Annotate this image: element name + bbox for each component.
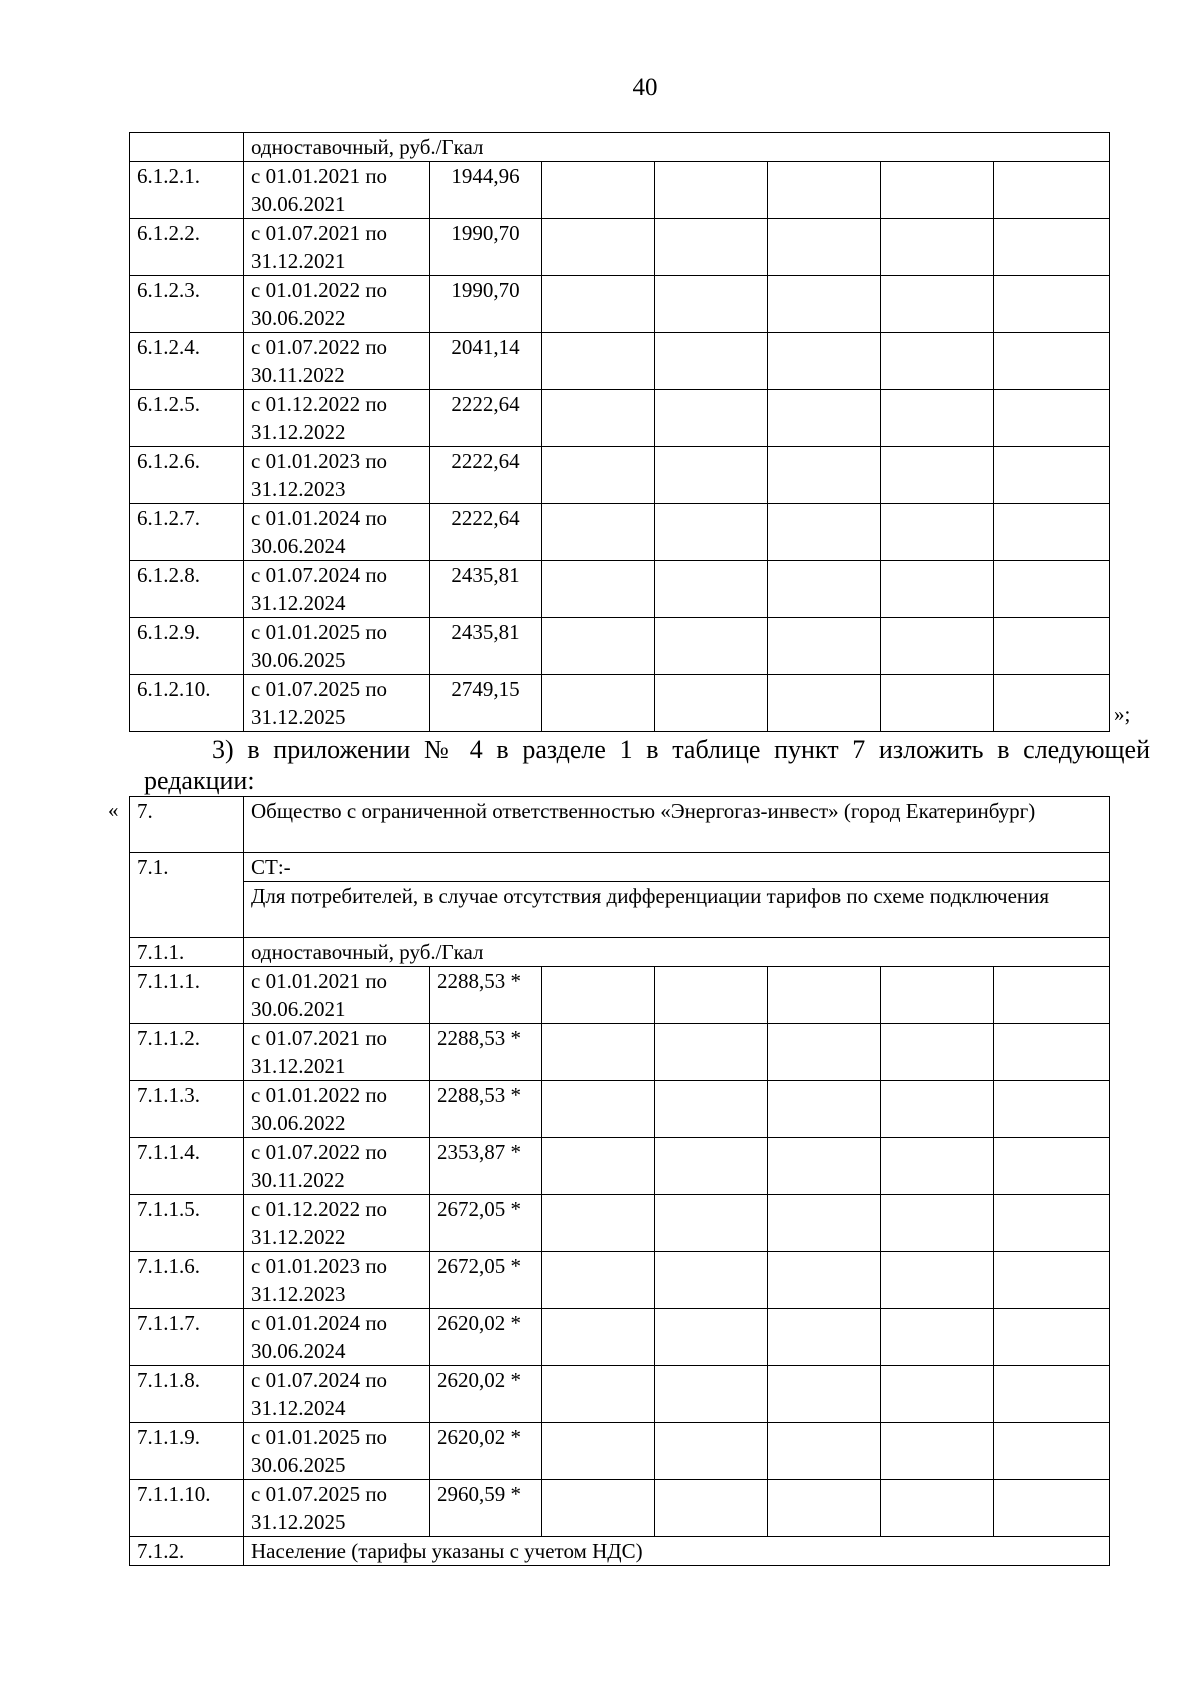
empty-cell [768,219,881,276]
empty-cell [768,333,881,390]
paragraph-line-2: редакции: [144,766,255,795]
empty-cell [994,1138,1110,1195]
table-row [130,967,1110,1024]
empty-cell [994,1480,1110,1537]
empty-cell [768,504,881,561]
tariff-value: 2222,64 [430,447,542,504]
closing-quote: »; [1114,702,1131,726]
table-row [130,504,1110,561]
rate-type-label: одноставочный, руб./Гкал [244,938,1110,967]
empty-cell [655,967,768,1024]
empty-cell [881,1024,994,1081]
empty-cell [542,1366,655,1423]
table-row [130,390,1110,447]
empty-cell [994,1366,1110,1423]
empty-cell [881,504,994,561]
empty-cell [768,1138,881,1195]
empty-cell [655,618,768,675]
empty-cell [655,390,768,447]
empty-cell [655,1423,768,1480]
table-row [130,447,1110,504]
tariff-value: 2288,53 * [430,1024,542,1081]
empty-cell [881,1252,994,1309]
row-number: 6.1.2.1. [130,162,244,219]
empty-cell [542,504,655,561]
period-cell: с 01.01.2022 по 30.06.2022 [244,276,430,333]
empty-cell [994,162,1110,219]
period-cell: с 01.01.2021 по 30.06.2021 [244,967,430,1024]
empty-cell [542,1024,655,1081]
empty-cell [542,618,655,675]
table-row [130,1366,1110,1423]
empty-cell [655,162,768,219]
period-cell: с 01.07.2024 по 31.12.2024 [244,561,430,618]
empty-cell [542,1423,655,1480]
tariff-value: 2435,81 [430,618,542,675]
table-row [130,1480,1110,1537]
empty-cell [768,1081,881,1138]
consumers-row [130,882,1110,938]
empty-cell [881,1138,994,1195]
empty-cell [881,1081,994,1138]
empty-cell [881,1480,994,1537]
empty-cell [994,561,1110,618]
period-cell: с 01.01.2025 по 30.06.2025 [244,1423,430,1480]
tariff-value: 2435,81 [430,561,542,618]
subsection-row [130,853,1110,882]
row-number: 6.1.2.5. [130,390,244,447]
empty-cell [881,219,994,276]
empty-cell [994,967,1110,1024]
empty-cell [881,1195,994,1252]
period-cell: с 01.07.2024 по 31.12.2024 [244,1366,430,1423]
table-row [130,333,1110,390]
period-cell: с 01.07.2025 по 31.12.2025 [244,675,430,732]
rate-type-label: одноставочный, руб./Гкал [244,133,1110,162]
empty-cell [881,561,994,618]
period-cell: с 01.07.2022 по 30.11.2022 [244,333,430,390]
empty-cell [881,390,994,447]
empty-cell [881,1309,994,1366]
subsection-label: СТ:- [244,853,1110,882]
empty-cell [768,390,881,447]
empty-cell [994,333,1110,390]
table-row [130,1195,1110,1252]
empty-cell [881,333,994,390]
empty-cell [994,390,1110,447]
table-row [130,675,1110,732]
row-number: 6.1.2.4. [130,333,244,390]
empty-cell [881,1366,994,1423]
empty-cell [542,675,655,732]
empty-cell [768,1366,881,1423]
empty-cell [655,1480,768,1537]
empty-cell [768,675,881,732]
row-number: 6.1.2.8. [130,561,244,618]
tariff-value: 2620,02 * [430,1423,542,1480]
empty-cell [881,162,994,219]
org-name: Общество с ограниченной ответственностью «Энергогаз-инвест» (город Екатеринбург) [244,797,1110,853]
empty-cell [994,1195,1110,1252]
empty-cell [994,675,1110,732]
row-number: 6.1.2.10. [130,675,244,732]
period-cell: с 01.01.2023 по 31.12.2023 [244,447,430,504]
row-number: 7. [130,797,244,853]
row-number: 7.1.1.4. [130,1138,244,1195]
tariff-table-7 [129,796,1110,1566]
tariff-value: 2672,05 * [430,1195,542,1252]
period-cell: с 01.12.2022 по 31.12.2022 [244,1195,430,1252]
table-row [130,1252,1110,1309]
tariff-value: 2288,53 * [430,1081,542,1138]
table-row [130,219,1110,276]
empty-cell [542,276,655,333]
row-number: 7.1. [130,853,244,938]
empty-cell [542,162,655,219]
empty-cell [655,1195,768,1252]
table-row [130,1309,1110,1366]
empty-cell [994,447,1110,504]
row-number: 7.1.1.10. [130,1480,244,1537]
empty-cell [542,1309,655,1366]
empty-cell [768,1024,881,1081]
consumers-label: Для потребителей, в случае отсутствия дифференциации тарифов по схеме подключения [244,882,1110,938]
row-number: 6.1.2.2. [130,219,244,276]
empty-cell [655,1081,768,1138]
period-cell: с 01.01.2024 по 30.06.2024 [244,1309,430,1366]
rate-type-row [130,938,1110,967]
empty-cell [994,1309,1110,1366]
empty-cell [655,1252,768,1309]
org-row [130,797,1110,853]
table-row [130,1138,1110,1195]
empty-cell [655,1366,768,1423]
empty-cell [542,1081,655,1138]
empty-cell [994,1423,1110,1480]
row-number: 7.1.1.6. [130,1252,244,1309]
tariff-value: 1990,70 [430,219,542,276]
tariff-value: 2672,05 * [430,1252,542,1309]
empty-cell [542,390,655,447]
row-number: 6.1.2.7. [130,504,244,561]
row-number: 6.1.2.3. [130,276,244,333]
row-number: 7.1.1.3. [130,1081,244,1138]
period-cell: с 01.01.2024 по 30.06.2024 [244,504,430,561]
empty-cell [768,447,881,504]
table-cell [130,133,244,162]
period-cell: с 01.07.2021 по 31.12.2021 [244,219,430,276]
tariff-value: 2960,59 * [430,1480,542,1537]
tariff-value: 2353,87 * [430,1138,542,1195]
period-cell: с 01.01.2023 по 31.12.2023 [244,1252,430,1309]
row-number: 7.1.1.2. [130,1024,244,1081]
empty-cell [655,504,768,561]
empty-cell [655,675,768,732]
page-number: 40 [632,74,658,101]
row-number: 7.1.1.5. [130,1195,244,1252]
empty-cell [542,219,655,276]
empty-cell [655,561,768,618]
period-cell: с 01.07.2022 по 30.11.2022 [244,1138,430,1195]
period-cell: с 01.12.2022 по 31.12.2022 [244,390,430,447]
tariff-value: 2222,64 [430,390,542,447]
tariff-value: 2041,14 [430,333,542,390]
empty-cell [542,333,655,390]
tariff-value: 2222,64 [430,504,542,561]
empty-cell [542,561,655,618]
empty-cell [768,561,881,618]
empty-cell [655,1309,768,1366]
empty-cell [542,967,655,1024]
row-number: 7.1.1.9. [130,1423,244,1480]
population-label: Население (тарифы указаны с учетом НДС) [244,1537,1110,1566]
tariff-value: 2620,02 * [430,1309,542,1366]
row-number: 6.1.2.9. [130,618,244,675]
empty-cell [881,675,994,732]
population-row [130,1537,1110,1566]
empty-cell [655,1138,768,1195]
row-number: 7.1.1.1. [130,967,244,1024]
empty-cell [994,618,1110,675]
empty-cell [768,1309,881,1366]
empty-cell [655,219,768,276]
period-cell: с 01.01.2021 по 30.06.2021 [244,162,430,219]
empty-cell [768,1480,881,1537]
empty-cell [768,1423,881,1480]
tariff-value: 1990,70 [430,276,542,333]
empty-cell [542,1480,655,1537]
row-number: 7.1.2. [130,1537,244,1566]
empty-cell [881,618,994,675]
empty-cell [768,618,881,675]
empty-cell [881,447,994,504]
period-cell: с 01.01.2022 по 30.06.2022 [244,1081,430,1138]
empty-cell [881,967,994,1024]
empty-cell [542,1138,655,1195]
empty-cell [768,276,881,333]
table-row [130,1024,1110,1081]
row-number: 7.1.1.7. [130,1309,244,1366]
table-row [130,561,1110,618]
empty-cell [881,1423,994,1480]
amendment-paragraph [144,734,1150,796]
tariff-value: 1944,96 [430,162,542,219]
period-cell: с 01.01.2025 по 30.06.2025 [244,618,430,675]
empty-cell [542,1195,655,1252]
tariff-table-6-1-2 [129,132,1110,732]
empty-cell [542,1252,655,1309]
table-row [130,1081,1110,1138]
empty-cell [994,1081,1110,1138]
period-cell: с 01.07.2021 по 31.12.2021 [244,1024,430,1081]
empty-cell [655,333,768,390]
empty-cell [994,219,1110,276]
table-row [130,276,1110,333]
row-number: 7.1.1. [130,938,244,967]
empty-cell [768,1195,881,1252]
period-cell: с 01.07.2025 по 31.12.2025 [244,1480,430,1537]
empty-cell [768,1252,881,1309]
table-header-row [130,133,1110,162]
tariff-value: 2288,53 * [430,967,542,1024]
row-number: 6.1.2.6. [130,447,244,504]
empty-cell [994,1252,1110,1309]
empty-cell [994,276,1110,333]
row-number: 7.1.1.8. [130,1366,244,1423]
table-row [130,618,1110,675]
opening-quote: « [108,798,119,822]
empty-cell [542,447,655,504]
table-row [130,162,1110,219]
empty-cell [881,276,994,333]
empty-cell [655,447,768,504]
empty-cell [768,967,881,1024]
table-row [130,1423,1110,1480]
empty-cell [655,276,768,333]
empty-cell [994,1024,1110,1081]
empty-cell [655,1024,768,1081]
tariff-value: 2620,02 * [430,1366,542,1423]
empty-cell [768,162,881,219]
tariff-value: 2749,15 [430,675,542,732]
empty-cell [994,504,1110,561]
paragraph-line-1: 3) в приложении № 4 в разделе 1 в таблице пункт 7 изложить в следующей [212,735,1150,764]
